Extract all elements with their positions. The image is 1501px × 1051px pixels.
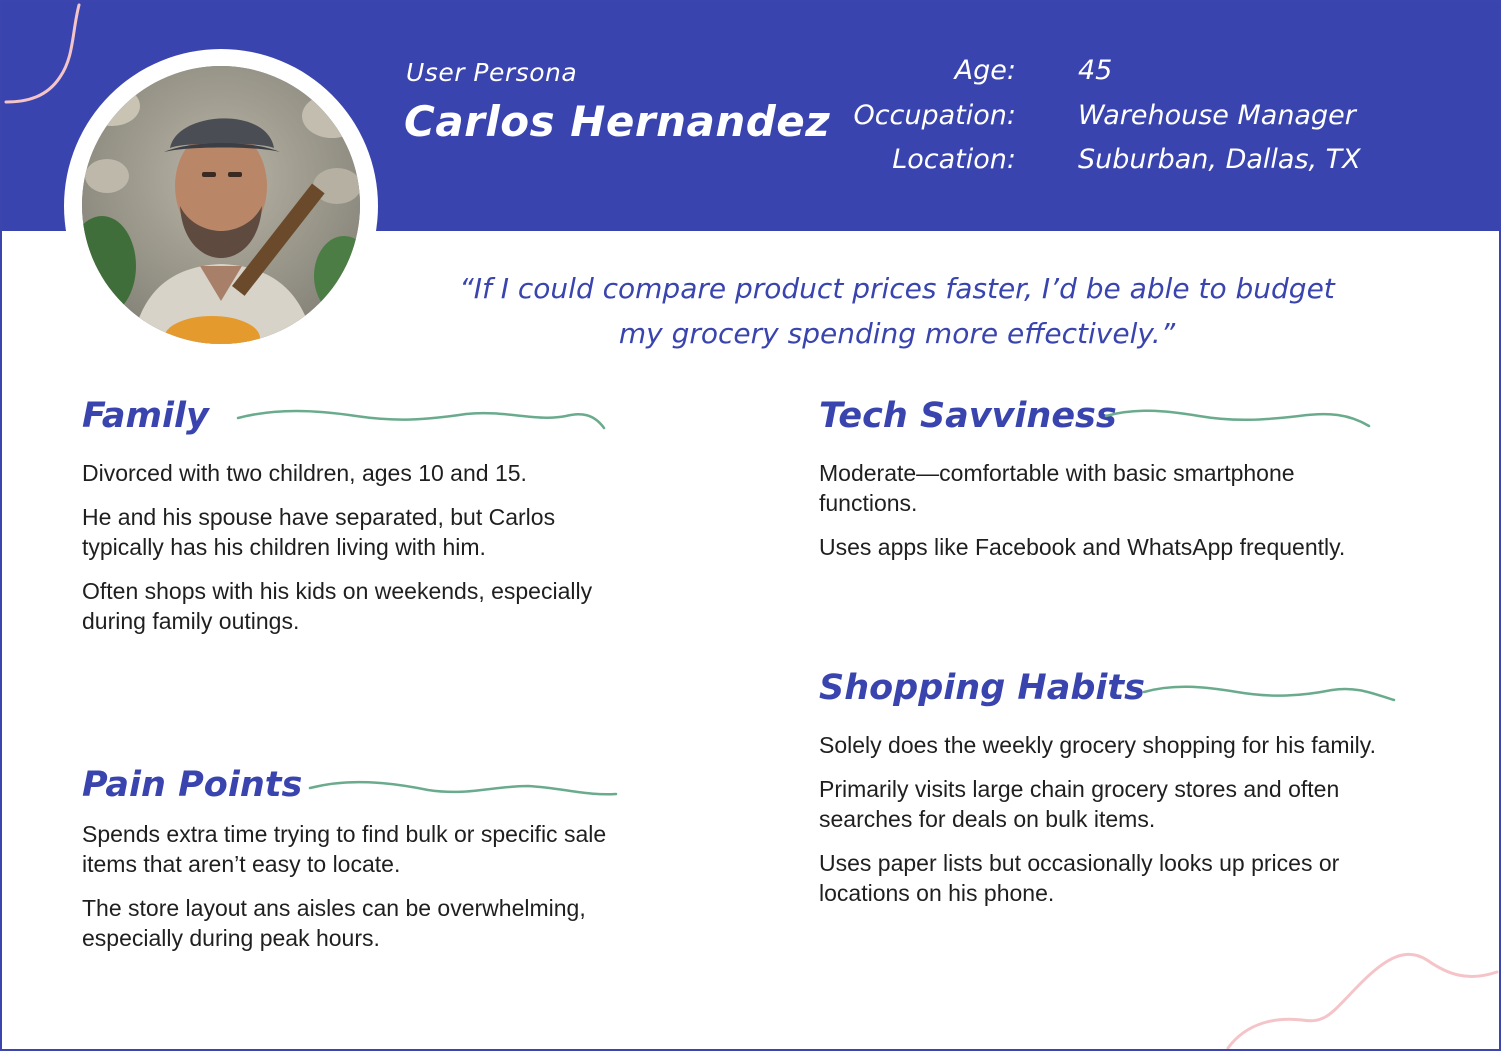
detail-label: Occupation: [853, 100, 1016, 131]
section-paragraph: Spends extra time trying to find bulk or specific sale items that aren’t easy to locate. [82, 821, 607, 877]
section-paragraph: He and his spouse have separated, but Carlos typically has his children living with him. [82, 504, 556, 560]
section-body [819, 730, 1379, 922]
green-wave-underline-icon [1104, 402, 1374, 434]
green-wave-underline-icon [236, 402, 608, 434]
detail-value: Warehouse Manager [1078, 100, 1356, 131]
pink-squiggle-decoration-icon [2, 2, 92, 112]
detail-label: Location: [892, 144, 1016, 175]
section-body [82, 819, 642, 967]
persona-quote: “If I could compare product prices faster, I’d be able to budget my grocery spending more effectively.” [459, 272, 1335, 350]
detail-label: Age: [954, 55, 1016, 86]
section-paragraph: Moderate—comfortable with basic smartphone functions. [819, 460, 1295, 516]
section-paragraph: Uses paper lists but occasionally looks up prices or locations on his phone. [819, 850, 1340, 906]
section-body [819, 458, 1379, 576]
section-heading: Pain Points [82, 765, 303, 805]
detail-value: 45 [1078, 55, 1113, 86]
section-heading: Tech Savviness [819, 396, 1117, 436]
detail-age [842, 55, 1462, 95]
pink-squiggle-decoration-icon [1222, 942, 1501, 1051]
green-wave-underline-icon [308, 774, 620, 806]
section-paragraph: Uses apps like Facebook and WhatsApp frequently. [819, 534, 1346, 560]
section-paragraph: The store layout ans aisles can be overwhelming, especially during peak hours. [82, 895, 586, 951]
persona-name: Carlos Hernandez [404, 97, 831, 146]
section-paragraph: Primarily visits large chain grocery stores and often searches for deals on bulk items. [819, 776, 1340, 832]
detail-value: Suburban, Dallas, TX [1078, 144, 1361, 175]
avatar [82, 66, 360, 344]
section-paragraph: Solely does the weekly grocery shopping for his family. [819, 732, 1376, 758]
section-heading: Shopping Habits [819, 668, 1145, 708]
section-body [82, 458, 642, 650]
detail-occupation [842, 100, 1462, 140]
section-paragraph: Divorced with two children, ages 10 and 15. [82, 460, 527, 486]
detail-location [842, 144, 1462, 184]
section-heading: Family [82, 396, 209, 436]
persona-eyebrow: User Persona [406, 58, 578, 87]
section-paragraph: Often shops with his kids on weekends, especially during family outings. [82, 578, 593, 634]
green-wave-underline-icon [1142, 678, 1398, 710]
avatar-photo-icon [82, 66, 360, 344]
